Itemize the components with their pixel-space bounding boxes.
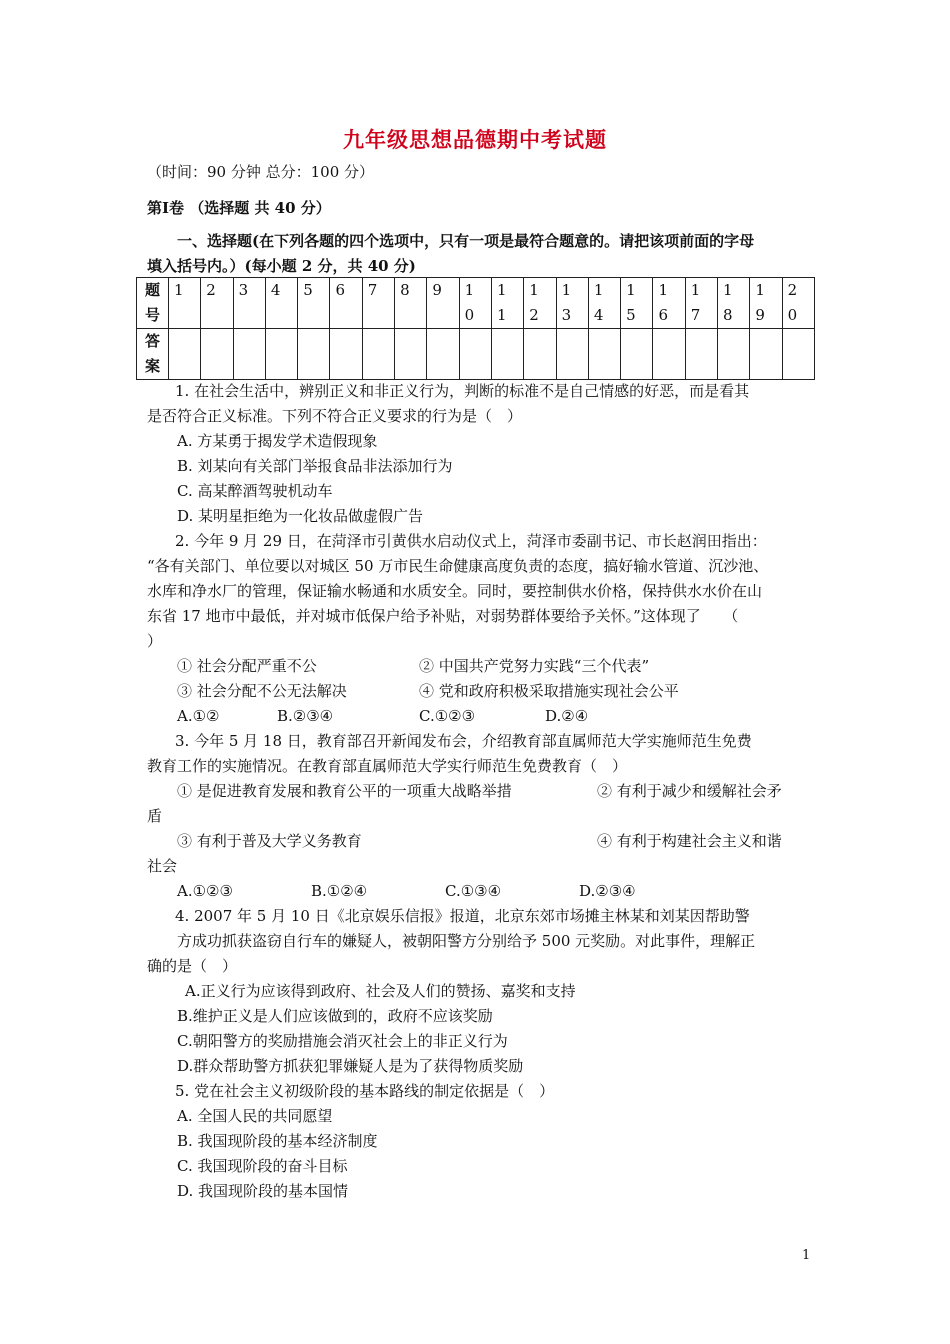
- question-4-stem-cont: 确的是（ ）: [147, 957, 238, 975]
- question-4-stem-cont: 方成功抓获盗窃自行车的嫌疑人，被朝阳警方分别给予 500 元奖励。对此事件，理解正: [177, 932, 756, 950]
- question-2-stem-cont: 水库和净水厂的管理，保证输水畅通和水质安全。同时，要控制供水价格，保持供水水价在山: [147, 582, 763, 600]
- question-2-option-d: D.②④: [545, 707, 589, 725]
- question-number-cell: 1 1: [491, 278, 523, 329]
- answer-cell[interactable]: [750, 329, 782, 380]
- question-3-statement-4-cont: 社会: [147, 857, 178, 875]
- question-number-cell: 3: [233, 278, 265, 329]
- question-5-option-a: A. 全国人民的共同愿望: [177, 1107, 333, 1125]
- question-4-option-d: D.群众帮助警方抓获犯罪嫌疑人是为了获得物质奖励: [177, 1057, 524, 1075]
- page-number: 1: [802, 1248, 811, 1263]
- question-number-cell: 7: [362, 278, 394, 329]
- question-2-option-a: A.①②: [177, 707, 220, 725]
- answer-cell[interactable]: [233, 329, 265, 380]
- question-2-option-c: C.①②③: [419, 707, 476, 725]
- question-5-option-c: C. 我国现阶段的奋斗目标: [177, 1157, 348, 1175]
- question-1-option-c: C. 高某醉酒驾驶机动车: [177, 482, 333, 500]
- question-number-cell: 1: [169, 278, 201, 329]
- question-1-option-b: B. 刘某向有关部门举报食品非法添加行为: [177, 457, 453, 475]
- question-3-statement-4: ④ 有利于构建社会主义和谐: [597, 832, 782, 850]
- question-1-stem: 1. 在社会生活中，辨别正义和非正义行为，判断的标准不是自己情感的好恶，而是看其: [175, 382, 750, 400]
- question-2-stem-cont: ）: [147, 632, 163, 650]
- question-number-cell: 2: [201, 278, 233, 329]
- answer-row-header: 答 案: [137, 329, 169, 380]
- question-4-option-c: C.朝阳警方的奖励措施会消灭社会上的非正义行为: [177, 1032, 508, 1050]
- page-title: 九年级思想品德期中考试题: [343, 127, 607, 152]
- question-number-cell: 2 0: [782, 278, 814, 329]
- question-2-statement-3: ③ 社会分配不公无法解决: [177, 682, 347, 700]
- part-heading: 第Ⅰ卷 （选择题 共 40 分）: [147, 199, 331, 217]
- question-2-stem: 2. 今年 9 月 29 日，在菏泽市引黄供水启动仪式上，菏泽市委副书记、市长赵润田指出：: [175, 532, 767, 550]
- answer-cell[interactable]: [265, 329, 297, 380]
- question-2-option-b: B.②③④: [277, 707, 334, 725]
- answer-cell[interactable]: [298, 329, 330, 380]
- answer-cell[interactable]: [718, 329, 750, 380]
- question-number-cell: 1 8: [718, 278, 750, 329]
- question-2-statement-1: ① 社会分配严重不公: [177, 657, 317, 675]
- instruction-line-1: 一、选择题(在下列各题的四个选项中，只有一项是最符合题意的。请把该项前面的字母: [177, 232, 755, 250]
- question-1-option-d: D. 某明星拒绝为一化妆品做虚假广告: [177, 507, 424, 525]
- question-3-option-a: A.①②③: [177, 882, 233, 900]
- number-row-header: 题 号: [137, 278, 169, 329]
- question-number-cell: 1 0: [459, 278, 491, 329]
- question-3-stem: 3. 今年 5 月 18 日，教育部召开新闻发布会，介绍教育部直属师范大学实施师范生免费: [175, 732, 752, 750]
- answer-cell[interactable]: [653, 329, 685, 380]
- question-3-statement-1: ① 是促进教育发展和教育公平的一项重大战略举措: [177, 782, 512, 800]
- answer-cell[interactable]: [427, 329, 459, 380]
- question-number-cell: 1 6: [653, 278, 685, 329]
- question-number-cell: 1 9: [750, 278, 782, 329]
- question-5-option-b: B. 我国现阶段的基本经济制度: [177, 1132, 378, 1150]
- question-number-cell: 9: [427, 278, 459, 329]
- question-4-option-b: B.维护正义是人们应该做到的，政府不应该奖励: [177, 1007, 493, 1025]
- question-number-cell: 5: [298, 278, 330, 329]
- question-number-cell: 1 5: [621, 278, 653, 329]
- answer-cell[interactable]: [459, 329, 491, 380]
- answer-cell[interactable]: [330, 329, 362, 380]
- question-number-cell: 1 2: [524, 278, 556, 329]
- question-number-cell: 8: [395, 278, 427, 329]
- question-4-option-a: A.正义行为应该得到政府、社会及人们的赞扬、嘉奖和支持: [185, 982, 576, 1000]
- question-5-option-d: D. 我国现阶段的基本国情: [177, 1182, 349, 1200]
- question-1-option-a: A. 方某勇于揭发学术造假现象: [177, 432, 378, 450]
- question-3-statement-2-cont: 盾: [147, 807, 163, 825]
- answer-cell[interactable]: [556, 329, 588, 380]
- answer-table: [136, 277, 815, 380]
- question-3-statement-3: ③ 有利于普及大学义务教育: [177, 832, 362, 850]
- answer-cell[interactable]: [491, 329, 523, 380]
- question-number-cell: 4: [265, 278, 297, 329]
- question-number-cell: 1 3: [556, 278, 588, 329]
- question-3-option-d: D.②③④: [579, 882, 636, 900]
- question-3-statement-2: ② 有利于减少和缓解社会矛: [597, 782, 782, 800]
- question-3-option-c: C.①③④: [445, 882, 502, 900]
- question-5-stem: 5. 党在社会主义初级阶段的基本路线的制定依据是（ ）: [175, 1082, 555, 1100]
- question-2-statement-2: ② 中国共产党努力实践“三个代表”: [419, 657, 650, 675]
- answer-cell[interactable]: [362, 329, 394, 380]
- answer-row: [137, 329, 815, 380]
- question-2-stem-cont: “各有关部门、单位要以对城区 50 万市民生命健康高度负责的态度，搞好输水管道、沉沙池、: [147, 557, 769, 575]
- question-3-stem-cont: 教育工作的实施情况。在教育部直属师范大学实行师范生免费教育（ ）: [147, 757, 628, 775]
- question-number-cell: 1 7: [685, 278, 717, 329]
- instruction-line-2: 填入括号内。）(每小题 2 分，共 40 分): [147, 257, 416, 275]
- answer-cell[interactable]: [169, 329, 201, 380]
- answer-cell[interactable]: [524, 329, 556, 380]
- number-row: [137, 278, 815, 329]
- answer-cell[interactable]: [685, 329, 717, 380]
- answer-cell[interactable]: [395, 329, 427, 380]
- answer-cell[interactable]: [621, 329, 653, 380]
- question-number-cell: 1 4: [588, 278, 620, 329]
- answer-cell[interactable]: [782, 329, 814, 380]
- question-4-stem: 4. 2007 年 5 月 10 日《北京娱乐信报》报道，北京东郊市场摊主林某和刘某因帮助警: [175, 907, 750, 925]
- question-number-cell: 6: [330, 278, 362, 329]
- exam-meta: （时间：90 分钟 总分：100 分）: [147, 163, 375, 181]
- question-2-stem-cont: 东省 17 地市中最低，并对城市低保户给予补贴，对弱势群体要给予关怀。”这体现了 （: [147, 607, 739, 625]
- answer-cell[interactable]: [201, 329, 233, 380]
- question-3-option-b: B.①②④: [311, 882, 368, 900]
- answer-cell[interactable]: [588, 329, 620, 380]
- question-2-statement-4: ④ 党和政府积极采取措施实现社会公平: [419, 682, 679, 700]
- question-1-stem-cont: 是否符合正义标准。下列不符合正义要求的行为是（ ）: [147, 407, 523, 425]
